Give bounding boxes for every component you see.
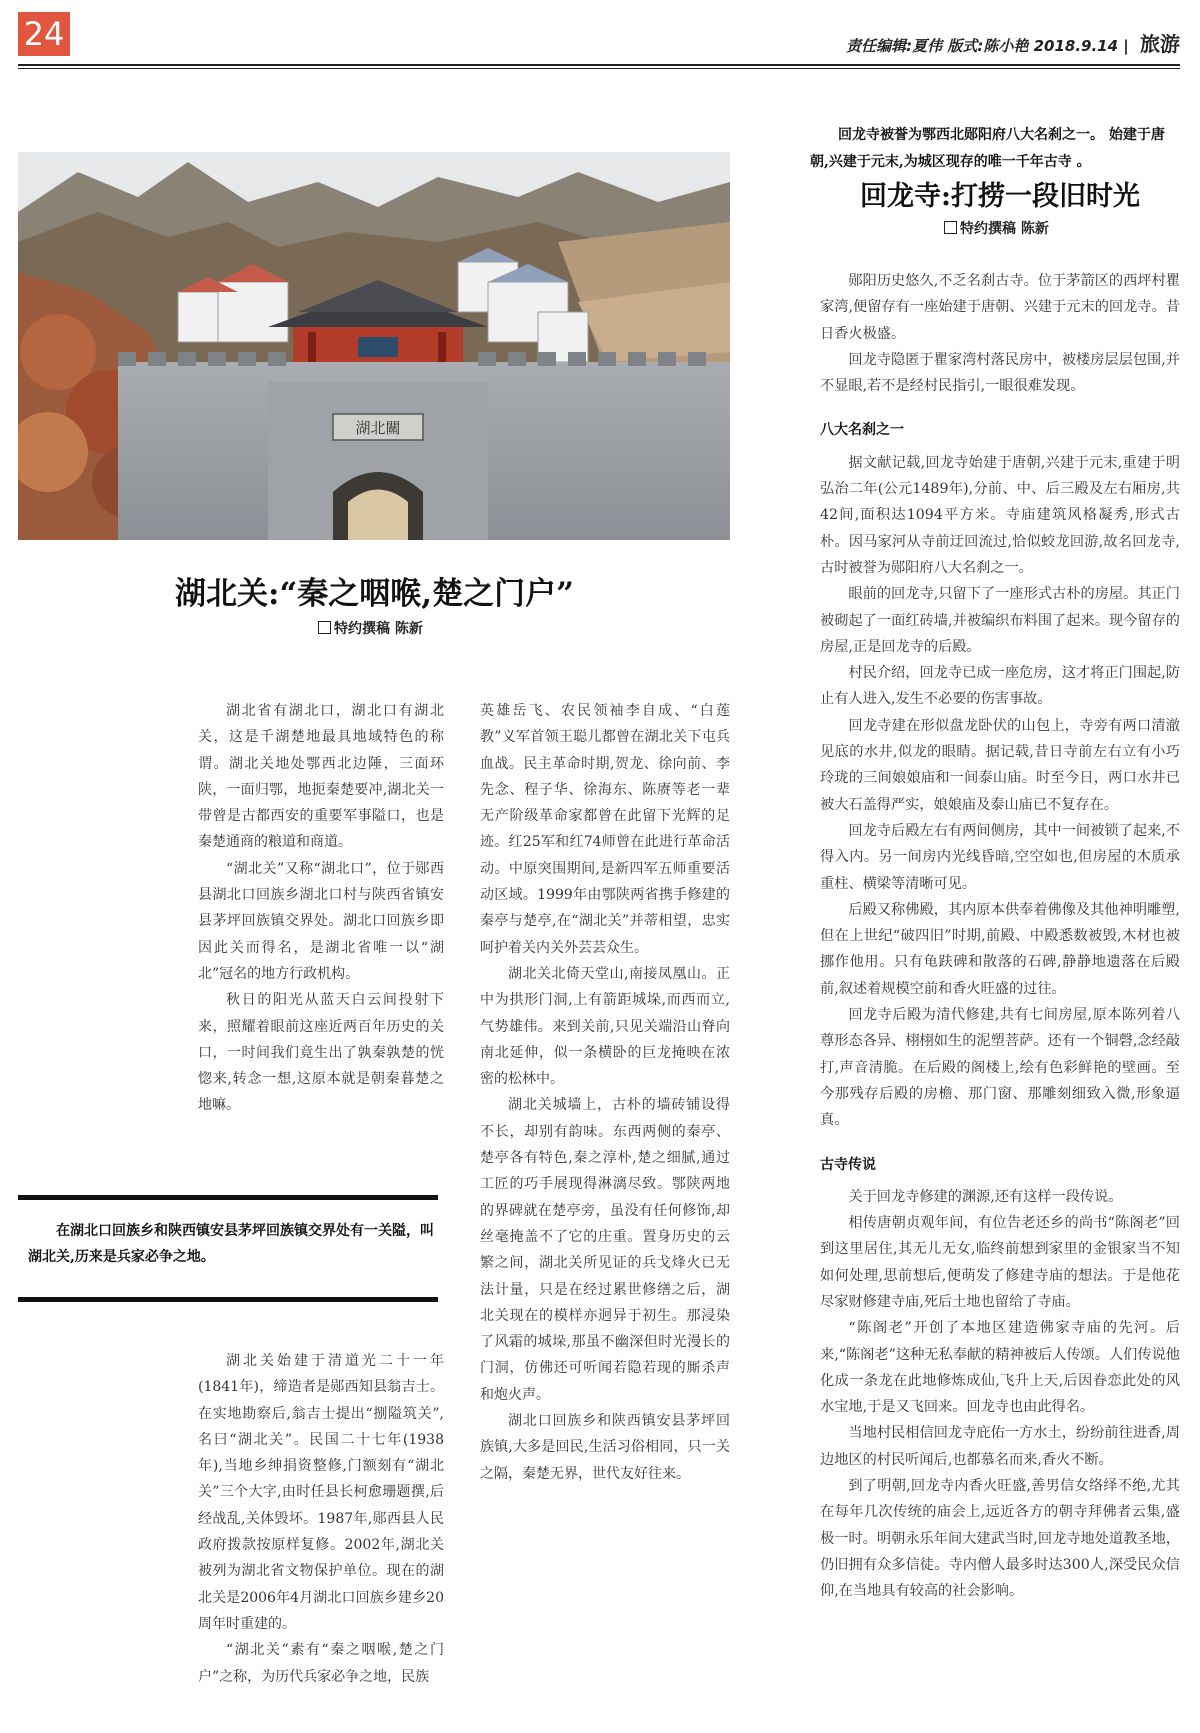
editor-credits: 责任编辑:夏伟 版式:陈小艳 2018.9.14 bbox=[846, 37, 1119, 55]
pull-quote-rule-top bbox=[18, 1195, 438, 1200]
section-name: 旅游 bbox=[1140, 32, 1180, 56]
paragraph: “陈阁老”开创了本地区建造佛家寺庙的先河。后来,“陈阁老”这种无私奉献的精神被后人传颂。人们传说他化成一条龙在此地修炼成仙,飞升上天,后因眷恋此处的风水宝地,于是又飞回来。回龙寺也由此得名。 bbox=[820, 1320, 1180, 1416]
paragraph: 后殿又称佛殿，其内原本供奉着佛像及其他神明雕塑,但在上世纪“破四旧”时期,前殿、中殿悉数被毁,木材也被挪作他用。只有龟趺碑和散落的石碑,静静地遗落在后殿前,叙述着规模空前和香火旺盛的过往。 bbox=[820, 901, 1180, 997]
paragraph: 湖北省有湖北口，湖北口有湖北关，这是千湖楚地最具地域特色的称谓。湖北关地处鄂西北边陲，三面环陕，一面归鄂，地扼秦楚要冲,湖北关一带曾是古都西安的重要军事隘口，也是秦楚通商的粮道和商道。 bbox=[198, 703, 444, 851]
paragraph: 据文献记载,回龙寺始建于唐朝,兴建于元末,重建于明弘治二年(公元1489年),分前、中、后三殿及左右厢房,共42间,面积达1094平方米。寺庙建筑风格凝秀,形式古朴。因马家河从寺前迂回流过,恰似蛟龙回游,故名回龙寺,古时被誉为郧阳府八大名刹之一。 bbox=[820, 454, 1180, 576]
header-rule bbox=[18, 64, 1180, 66]
header-info bbox=[846, 28, 1180, 57]
paragraph: 郧阳历史悠久,不乏名刹古寺。位于茅箭区的西坪村瞿家湾,便留存有一座始建于唐朝、兴建于元末的回龙寺。昔日香火极盛。 bbox=[820, 273, 1180, 342]
article1-col1-continued bbox=[198, 1348, 444, 1690]
paragraph: 回龙寺后殿左右有两间侧房，其中一间被锁了起来,不得入内。另一间房内光线昏暗,空空如也,但房屋的木质承重柱、横梁等清晰可见。 bbox=[820, 822, 1180, 892]
paragraph: 回龙寺建在形似盘龙卧伏的山包上，寺旁有两口清澈见底的水井,似龙的眼睛。据记载,昔日寺前左右立有小巧玲珑的三间娘娘庙和一间泰山庙。时至今日，两口水井已被大石盖得严实，娘娘庙及泰山庙已不复存在。 bbox=[820, 717, 1180, 813]
pull-quote-rule-bottom bbox=[18, 1297, 438, 1302]
subheading-2: 古寺传说 bbox=[820, 1156, 876, 1173]
byline-box-icon bbox=[944, 221, 957, 234]
paragraph: “湖北关”素有“秦之咽喉,楚之门户”之称，为历代兵家必争之地，民族 bbox=[198, 1642, 444, 1685]
paragraph: 秋日的阳光从蓝天白云间投射下来，照耀着眼前这座近两百年历史的关口，一时间我们竟生出了孰秦孰楚的恍惚来,转念一想,这原本就是朝秦暮楚之地嘛。 bbox=[198, 992, 444, 1114]
paragraph: 英雄岳飞、农民领袖李自成、“白莲教”义军首领王聪儿都曾在湖北关下屯兵血战。民主革命时期,贺龙、徐向前、李先念、程子华、徐海东、陈赓等老一辈无产阶级革命家都曾在此留下光辉的足迹。红25军和红74师曾在此进行革命活动。中原突围期间,是新四军五师重要活动区域。1999年由鄂陕两省携手修建的秦亭与楚亭,在“湖北关”并蒂相望，忠实呵护着关内关外芸芸众生。 bbox=[480, 703, 730, 956]
article2-byline bbox=[944, 218, 1049, 238]
article1-col1 bbox=[198, 698, 444, 1119]
byline-box-icon bbox=[318, 621, 331, 634]
paragraph: 相传唐朝贞观年间，有位告老还乡的尚书“陈阁老”回到这里居住,其无儿无女,临终前想到家里的金银家当不知如何处理,思前想后,便萌发了修建寺庙的想法。于是他花尽家财修建寺庙,死后土地也留给了寺庙。 bbox=[820, 1215, 1180, 1310]
subheading-1: 八大名刹之一 bbox=[820, 422, 904, 439]
paragraph: “湖北关”又称“湖北口”，位于郧西县湖北口回族乡湖北口村与陕西省镇安县茅坪回族镇交界处。湖北口回族乡即因此关而得名，是湖北省唯一以“湖北”冠名的地方行政机构。 bbox=[198, 860, 444, 982]
paragraph: 关于回龙寺修建的渊源,还有这样一段传说。 bbox=[848, 1188, 1123, 1205]
header-rule-thin bbox=[18, 68, 1180, 69]
article1-byline-text: 特约撰稿 陈新 bbox=[334, 621, 423, 637]
paragraph: 湖北关城墙上，古朴的墙砖铺设得不长，却别有韵味。东西两侧的秦亭、楚亭各有特色,秦之淳朴,楚之细腻,通过工匠的巧手展现得淋漓尽致。鄂陕两地的界碑就在楚亭旁，虽没有任何修饰,却丝毫掩盖不了它的庄重。置身历史的云繁之间，湖北关所见证的兵戈烽火已无法计量，只是在经过累世修缮之后，湖北关现在的模样亦迥异于初生。那浸染了风霜的城垛,那虽不幽深但时光漫长的门洞，仿佛还可听闻若隐若现的厮杀声和炮火声。 bbox=[480, 1097, 730, 1403]
paragraph: 眼前的回龙寺,只留下了一座形式古朴的房屋。其正门被砌起了一面红砖墙,并被编织布料围了起来。现今留存的房屋,正是回龙寺的后殿。 bbox=[820, 586, 1180, 655]
article1-col2 bbox=[480, 698, 730, 1487]
paragraph: 湖北关北倚天堂山,南接凤凰山。正中为拱形门洞,上有箭距城垛,而西而立,气势雄伟。来到关前,只见关端沿山脊向南北延伸，似一条横卧的巨龙掩映在浓密的松林中。 bbox=[480, 965, 730, 1088]
article2-byline-text: 特约撰稿 陈新 bbox=[960, 221, 1049, 237]
paragraph: 湖北口回族乡和陕西镇安县茅坪回族镇,大多是回民,生活习俗相同，只一关之隔，秦楚无界，世代友好往来。 bbox=[480, 1413, 730, 1482]
paragraph: 到了明朝,回龙寺内香火旺盛,善男信女络绎不绝,尤其在每年几次传统的庙会上,远近各方的朝寺拜佛者云集,盛极一时。明朝永乐年间大建武当时,回龙寺地处道教圣地，仍旧拥有众多信徒。寺内僧人最多时达300人,深受民众信仰,在当地具有较高的社会影响。 bbox=[820, 1478, 1180, 1600]
article2-body bbox=[820, 268, 1180, 1605]
article1-byline bbox=[318, 618, 423, 638]
paragraph: 回龙寺隐匿于瞿家湾村落民房中，被楼房层层包围,并不显眼,若不是经村民指引,一眼很难发现。 bbox=[820, 351, 1180, 395]
article2-lead: 回龙寺被誉为鄂西北郧阳府八大名刹之一。 始建于唐朝,兴建于元末,为城区现存的唯一千年古寺 。 bbox=[810, 127, 1165, 170]
gate-plaque: 湖北關 bbox=[355, 419, 401, 437]
hubei-pass-photo bbox=[18, 152, 730, 540]
pull-quote: 在湖北口回族乡和陕西镇安县茅坪回族镇交界处有一关隘，叫湖北关,历来是兵家必争之地。 bbox=[28, 1223, 434, 1265]
paragraph: 村民介绍，回龙寺已成一座危房，这才将正门围起,防止有人进入,发生不必要的伤害事故。 bbox=[820, 665, 1180, 708]
paragraph: 回龙寺后殿为清代修建,共有七间房屋,原本陈列着八尊形态各异、栩栩如生的泥塑菩萨。还有一个铜磬,念经敲打,声音清脆。在后殿的阁楼上,绘有色彩鲜艳的壁画。至今那残存后殿的房檐、那门窗、那雕刻细致入微,形象逼真。 bbox=[820, 1007, 1180, 1129]
page-number: 24 bbox=[18, 12, 70, 56]
article1-title: 湖北关:“秦之咽喉,楚之门户” bbox=[175, 576, 574, 612]
paragraph: 湖北关始建于清道光二十一年(1841年)，缔造者是郧西知县翁吉士。在实地勘察后,翁吉士提出“捌隘筑关”,名曰“湖北关”。民国二十七年(1938年),当地乡绅捐资整修,门额刻有“湖北关”三个大字,由时任县长柯愈珊题撰,后经战乱,关体毁坏。1987年,郧西县人民政府拨款按原样复修。2002年,湖北关被列为湖北省文物保护单位。现在的湖北关是2006年4月湖北口回族乡建乡20周年时重建的。 bbox=[198, 1353, 444, 1632]
section-divider: | bbox=[1118, 37, 1134, 55]
article2-title: 回龙寺:打捞一段旧时光 bbox=[860, 181, 1140, 212]
paragraph: 当地村民相信回龙寺庇佑一方水土，纷纷前往进香,周边地区的村民听闻后,也都慕名而来,香火不断。 bbox=[820, 1425, 1180, 1468]
